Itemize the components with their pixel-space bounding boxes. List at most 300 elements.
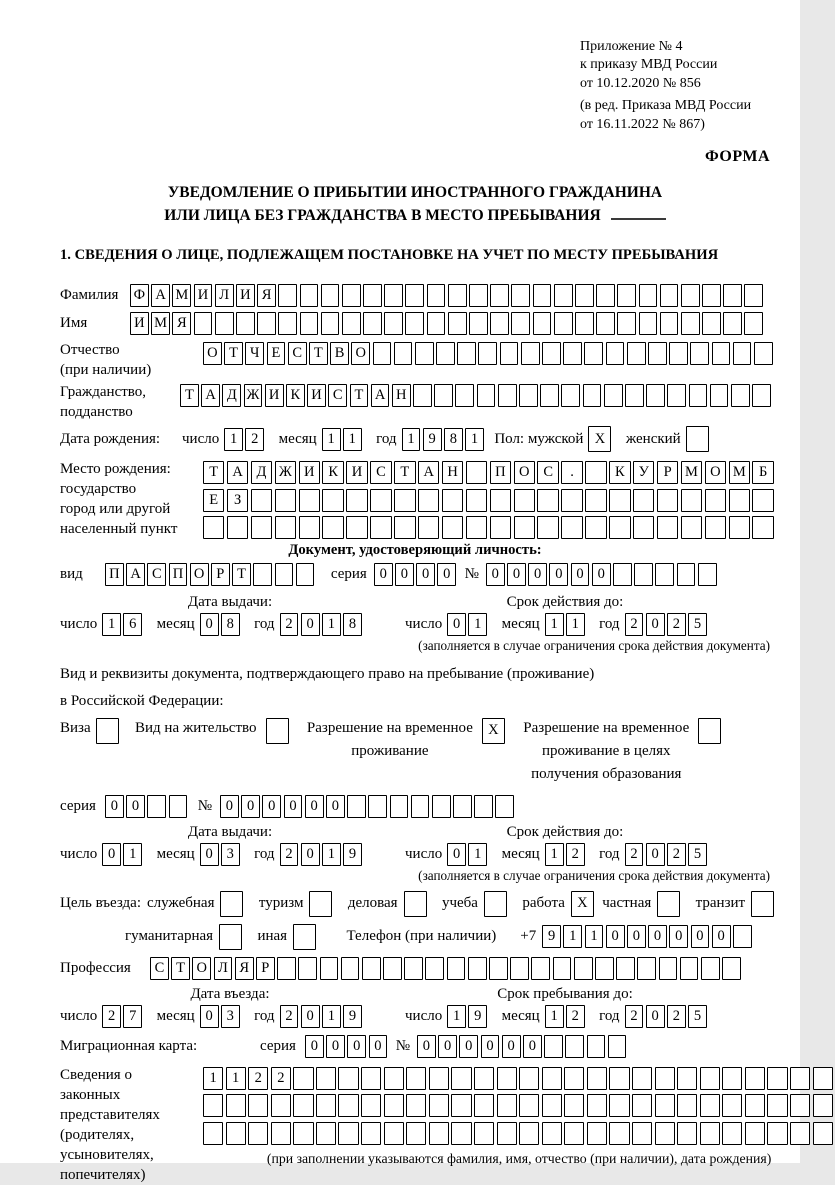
char-box[interactable] (490, 312, 509, 335)
char-box[interactable]: С (288, 342, 307, 365)
char-box[interactable] (347, 795, 366, 818)
char-box[interactable] (639, 312, 658, 335)
char-box[interactable] (293, 1067, 313, 1090)
char-box[interactable]: 1 (322, 613, 341, 636)
char-box[interactable]: 0 (648, 925, 667, 948)
char-box[interactable] (429, 1067, 449, 1090)
checkbox-cell[interactable] (404, 891, 427, 917)
char-box[interactable]: С (147, 563, 166, 586)
char-box[interactable]: 1 (123, 843, 142, 866)
char-box[interactable]: Р (211, 563, 230, 586)
char-box[interactable]: 1 (545, 613, 564, 636)
char-box[interactable] (616, 957, 635, 980)
char-box[interactable] (633, 516, 654, 539)
char-box[interactable] (587, 1035, 606, 1058)
char-box[interactable] (667, 384, 686, 407)
char-box[interactable] (466, 516, 487, 539)
char-box[interactable]: 2 (625, 1005, 644, 1028)
char-box[interactable]: 0 (502, 1035, 521, 1058)
char-box[interactable]: О (705, 461, 726, 484)
char-box[interactable]: 1 (563, 925, 582, 948)
char-box[interactable] (533, 312, 552, 335)
char-box[interactable] (497, 1094, 517, 1117)
char-box[interactable]: 9 (343, 1005, 362, 1028)
checkbox-cell[interactable] (484, 891, 507, 917)
char-box[interactable] (729, 516, 750, 539)
char-box[interactable] (705, 489, 726, 512)
char-box[interactable] (655, 563, 674, 586)
char-box[interactable] (451, 1122, 471, 1145)
char-box[interactable]: 2 (667, 1005, 686, 1028)
char-box[interactable] (767, 1094, 787, 1117)
char-box[interactable] (296, 563, 315, 586)
char-box[interactable] (553, 957, 572, 980)
char-box[interactable] (542, 1122, 562, 1145)
char-box[interactable] (474, 1094, 494, 1117)
char-box[interactable] (689, 384, 708, 407)
char-box[interactable] (609, 1067, 629, 1090)
char-box[interactable] (519, 1067, 539, 1090)
char-box[interactable] (514, 489, 535, 512)
char-box[interactable]: К (322, 461, 343, 484)
char-box[interactable] (561, 489, 582, 512)
char-box[interactable] (587, 1094, 607, 1117)
char-box[interactable]: 0 (417, 1035, 436, 1058)
char-box[interactable] (447, 957, 466, 980)
char-box[interactable]: 1 (468, 843, 487, 866)
char-box[interactable] (519, 1094, 539, 1117)
char-box[interactable] (521, 342, 540, 365)
char-box[interactable] (514, 516, 535, 539)
char-box[interactable] (442, 489, 463, 512)
char-box[interactable] (613, 563, 632, 586)
char-box[interactable]: И (265, 384, 284, 407)
char-box[interactable]: Д (251, 461, 272, 484)
char-box[interactable]: С (537, 461, 558, 484)
char-box[interactable] (702, 284, 721, 307)
char-box[interactable] (203, 516, 224, 539)
char-box[interactable]: 9 (542, 925, 561, 948)
char-box[interactable] (604, 384, 623, 407)
char-box[interactable] (271, 1094, 291, 1117)
char-box[interactable] (752, 489, 773, 512)
char-box[interactable] (519, 384, 538, 407)
char-box[interactable]: 1 (322, 428, 341, 451)
char-box[interactable]: Ф (130, 284, 149, 307)
char-box[interactable] (495, 795, 514, 818)
char-box[interactable] (500, 342, 519, 365)
char-box[interactable] (564, 1067, 584, 1090)
char-box[interactable]: 0 (646, 613, 665, 636)
char-box[interactable] (474, 795, 493, 818)
char-box[interactable]: У (633, 461, 654, 484)
char-box[interactable] (585, 516, 606, 539)
checkbox-cell[interactable] (698, 718, 721, 744)
char-box[interactable] (368, 795, 387, 818)
char-box[interactable] (253, 563, 272, 586)
char-box[interactable] (457, 342, 476, 365)
char-box[interactable]: Е (203, 489, 224, 512)
char-box[interactable]: 0 (549, 563, 568, 586)
char-box[interactable]: 5 (688, 613, 707, 636)
char-box[interactable]: 8 (343, 613, 362, 636)
char-box[interactable] (316, 1122, 336, 1145)
char-box[interactable]: 0 (528, 563, 547, 586)
char-box[interactable] (384, 1122, 404, 1145)
char-box[interactable] (373, 342, 392, 365)
char-box[interactable]: 1 (545, 843, 564, 866)
char-box[interactable] (733, 342, 752, 365)
char-box[interactable]: 2 (667, 843, 686, 866)
char-box[interactable] (299, 489, 320, 512)
char-box[interactable]: 0 (438, 1035, 457, 1058)
char-box[interactable] (745, 1067, 765, 1090)
char-box[interactable]: 2 (566, 843, 585, 866)
char-box[interactable]: М (681, 461, 702, 484)
char-box[interactable]: 2 (280, 843, 299, 866)
char-box[interactable] (609, 516, 630, 539)
checkbox-cell[interactable]: X (482, 718, 505, 744)
char-box[interactable] (384, 284, 403, 307)
char-box[interactable]: М (151, 312, 170, 335)
char-box[interactable] (361, 1094, 381, 1117)
char-box[interactable] (537, 516, 558, 539)
char-box[interactable] (565, 1035, 584, 1058)
char-box[interactable] (731, 384, 750, 407)
char-box[interactable] (455, 384, 474, 407)
char-box[interactable]: 2 (566, 1005, 585, 1028)
char-box[interactable] (754, 342, 773, 365)
char-box[interactable] (767, 1067, 787, 1090)
char-box[interactable] (498, 384, 517, 407)
char-box[interactable]: Л (214, 957, 233, 980)
char-box[interactable] (680, 957, 699, 980)
char-box[interactable] (434, 384, 453, 407)
char-box[interactable]: 0 (326, 795, 345, 818)
char-box[interactable] (442, 516, 463, 539)
char-box[interactable]: Р (657, 461, 678, 484)
char-box[interactable] (275, 516, 296, 539)
char-box[interactable]: 2 (625, 613, 644, 636)
char-box[interactable]: 0 (712, 925, 731, 948)
char-box[interactable] (497, 1067, 517, 1090)
char-box[interactable] (322, 489, 343, 512)
char-box[interactable] (363, 284, 382, 307)
char-box[interactable]: Н (442, 461, 463, 484)
char-box[interactable]: 1 (566, 613, 585, 636)
char-box[interactable] (413, 384, 432, 407)
char-box[interactable] (561, 516, 582, 539)
char-box[interactable] (394, 489, 415, 512)
char-box[interactable]: 1 (343, 428, 362, 451)
char-box[interactable] (418, 516, 439, 539)
char-box[interactable]: И (130, 312, 149, 335)
char-box[interactable] (453, 795, 472, 818)
char-box[interactable]: 2 (271, 1067, 291, 1090)
char-box[interactable]: М (729, 461, 750, 484)
char-box[interactable]: 0 (284, 795, 303, 818)
char-box[interactable] (655, 1067, 675, 1090)
char-box[interactable] (677, 563, 696, 586)
checkbox-cell[interactable]: X (588, 426, 611, 452)
char-box[interactable]: 8 (444, 428, 463, 451)
char-box[interactable]: Я (235, 957, 254, 980)
char-box[interactable] (406, 1122, 426, 1145)
char-box[interactable] (813, 1122, 833, 1145)
char-box[interactable] (669, 342, 688, 365)
checkbox-cell[interactable] (96, 718, 119, 744)
char-box[interactable]: 1 (468, 613, 487, 636)
char-box[interactable] (338, 1094, 358, 1117)
char-box[interactable] (405, 312, 424, 335)
char-box[interactable]: 2 (667, 613, 686, 636)
char-box[interactable] (609, 489, 630, 512)
char-box[interactable] (677, 1094, 697, 1117)
char-box[interactable] (617, 312, 636, 335)
char-box[interactable]: С (150, 957, 169, 980)
char-box[interactable]: 0 (301, 613, 320, 636)
char-box[interactable]: 9 (423, 428, 442, 451)
char-box[interactable]: Т (309, 342, 328, 365)
char-box[interactable] (608, 1035, 627, 1058)
char-box[interactable]: Я (172, 312, 191, 335)
char-box[interactable] (700, 1067, 720, 1090)
char-box[interactable]: 1 (402, 428, 421, 451)
char-box[interactable]: 0 (486, 563, 505, 586)
char-box[interactable] (722, 1094, 742, 1117)
char-box[interactable]: 0 (200, 843, 219, 866)
char-box[interactable]: И (299, 461, 320, 484)
char-box[interactable]: 0 (447, 613, 466, 636)
char-box[interactable] (275, 563, 294, 586)
char-box[interactable]: О (190, 563, 209, 586)
char-box[interactable] (338, 1122, 358, 1145)
char-box[interactable] (744, 284, 763, 307)
checkbox-cell[interactable] (686, 426, 709, 452)
char-box[interactable] (655, 1122, 675, 1145)
char-box[interactable] (321, 312, 340, 335)
char-box[interactable] (745, 1122, 765, 1145)
char-box[interactable] (722, 1122, 742, 1145)
char-box[interactable]: 0 (102, 843, 121, 866)
char-box[interactable] (627, 342, 646, 365)
checkbox-cell[interactable] (266, 718, 289, 744)
char-box[interactable] (790, 1122, 810, 1145)
checkbox-cell[interactable] (751, 891, 774, 917)
char-box[interactable] (411, 795, 430, 818)
char-box[interactable] (681, 516, 702, 539)
char-box[interactable] (277, 957, 296, 980)
char-box[interactable] (203, 1094, 223, 1117)
char-box[interactable]: Е (267, 342, 286, 365)
char-box[interactable]: Д (222, 384, 241, 407)
char-box[interactable] (236, 312, 255, 335)
char-box[interactable]: 2 (102, 1005, 121, 1028)
char-box[interactable]: 0 (523, 1035, 542, 1058)
char-box[interactable]: 0 (347, 1035, 366, 1058)
char-box[interactable]: 0 (220, 795, 239, 818)
char-box[interactable] (660, 284, 679, 307)
char-box[interactable] (429, 1122, 449, 1145)
char-box[interactable] (147, 795, 166, 818)
char-box[interactable]: 8 (221, 613, 240, 636)
char-box[interactable] (418, 489, 439, 512)
checkbox-cell[interactable] (293, 924, 316, 950)
char-box[interactable] (320, 957, 339, 980)
char-box[interactable]: 1 (203, 1067, 223, 1090)
checkbox-cell[interactable] (219, 924, 242, 950)
char-box[interactable]: С (370, 461, 391, 484)
char-box[interactable] (637, 957, 656, 980)
char-box[interactable] (554, 284, 573, 307)
char-box[interactable]: 1 (585, 925, 604, 948)
char-box[interactable] (609, 1122, 629, 1145)
char-box[interactable] (384, 1067, 404, 1090)
char-box[interactable]: 0 (326, 1035, 345, 1058)
char-box[interactable]: 5 (688, 843, 707, 866)
char-box[interactable] (362, 957, 381, 980)
char-box[interactable] (634, 563, 653, 586)
char-box[interactable] (390, 795, 409, 818)
char-box[interactable]: 2 (280, 1005, 299, 1028)
char-box[interactable] (677, 1122, 697, 1145)
char-box[interactable]: 0 (241, 795, 260, 818)
char-box[interactable] (537, 489, 558, 512)
char-box[interactable] (583, 384, 602, 407)
char-box[interactable] (633, 489, 654, 512)
char-box[interactable] (194, 312, 213, 335)
char-box[interactable] (519, 1122, 539, 1145)
char-box[interactable] (587, 1122, 607, 1145)
char-box[interactable] (723, 312, 742, 335)
char-box[interactable]: П (490, 461, 511, 484)
char-box[interactable] (542, 342, 561, 365)
char-box[interactable] (655, 1094, 675, 1117)
char-box[interactable]: 0 (437, 563, 456, 586)
char-box[interactable] (489, 957, 508, 980)
char-box[interactable] (478, 342, 497, 365)
char-box[interactable]: З (227, 489, 248, 512)
char-box[interactable] (681, 489, 702, 512)
char-box[interactable] (723, 284, 742, 307)
char-box[interactable] (587, 1067, 607, 1090)
char-box[interactable] (429, 1094, 449, 1117)
char-box[interactable] (271, 1122, 291, 1145)
char-box[interactable]: 1 (465, 428, 484, 451)
char-box[interactable]: Т (350, 384, 369, 407)
char-box[interactable]: Б (752, 461, 773, 484)
char-box[interactable] (469, 312, 488, 335)
char-box[interactable] (451, 1094, 471, 1117)
char-box[interactable] (361, 1067, 381, 1090)
char-box[interactable]: 0 (627, 925, 646, 948)
char-box[interactable]: Т (232, 563, 251, 586)
char-box[interactable]: 0 (305, 795, 324, 818)
char-box[interactable] (227, 516, 248, 539)
char-box[interactable]: 2 (280, 613, 299, 636)
char-box[interactable] (632, 1067, 652, 1090)
char-box[interactable] (384, 312, 403, 335)
char-box[interactable] (533, 284, 552, 307)
char-box[interactable] (226, 1122, 246, 1145)
char-box[interactable]: 0 (105, 795, 124, 818)
char-box[interactable] (813, 1067, 833, 1090)
char-box[interactable] (383, 957, 402, 980)
char-box[interactable] (609, 1094, 629, 1117)
char-box[interactable]: Т (224, 342, 243, 365)
char-box[interactable]: 5 (688, 1005, 707, 1028)
char-box[interactable] (415, 342, 434, 365)
char-box[interactable]: 0 (200, 1005, 219, 1028)
char-box[interactable]: 0 (606, 925, 625, 948)
char-box[interactable]: 0 (395, 563, 414, 586)
char-box[interactable]: 1 (102, 613, 121, 636)
char-box[interactable] (251, 516, 272, 539)
checkbox-cell[interactable] (309, 891, 332, 917)
char-box[interactable]: Л (215, 284, 234, 307)
char-box[interactable] (625, 384, 644, 407)
char-box[interactable]: П (169, 563, 188, 586)
char-box[interactable] (436, 342, 455, 365)
char-box[interactable] (700, 1122, 720, 1145)
char-box[interactable] (744, 312, 763, 335)
char-box[interactable] (293, 1094, 313, 1117)
char-box[interactable] (404, 957, 423, 980)
char-box[interactable] (474, 1122, 494, 1145)
char-box[interactable]: 9 (468, 1005, 487, 1028)
char-box[interactable] (466, 489, 487, 512)
char-box[interactable] (384, 1094, 404, 1117)
char-box[interactable] (595, 957, 614, 980)
char-box[interactable]: Т (203, 461, 224, 484)
char-box[interactable] (722, 957, 741, 980)
char-box[interactable]: 0 (200, 613, 219, 636)
char-box[interactable] (448, 284, 467, 307)
char-box[interactable] (681, 312, 700, 335)
char-box[interactable] (466, 461, 487, 484)
char-box[interactable] (561, 384, 580, 407)
char-box[interactable] (585, 461, 606, 484)
char-box[interactable]: 0 (369, 1035, 388, 1058)
char-box[interactable]: Н (392, 384, 411, 407)
char-box[interactable] (248, 1094, 268, 1117)
char-box[interactable] (606, 342, 625, 365)
char-box[interactable]: 3 (221, 1005, 240, 1028)
char-box[interactable]: 0 (447, 843, 466, 866)
char-box[interactable] (681, 284, 700, 307)
char-box[interactable] (542, 1094, 562, 1117)
char-box[interactable]: 0 (691, 925, 710, 948)
char-box[interactable]: О (351, 342, 370, 365)
char-box[interactable] (752, 384, 771, 407)
char-box[interactable]: 0 (305, 1035, 324, 1058)
char-box[interactable] (511, 312, 530, 335)
char-box[interactable]: К (609, 461, 630, 484)
char-box[interactable] (405, 284, 424, 307)
char-box[interactable]: 0 (669, 925, 688, 948)
char-box[interactable] (278, 284, 297, 307)
char-box[interactable] (540, 384, 559, 407)
char-box[interactable] (251, 489, 272, 512)
char-box[interactable] (370, 516, 391, 539)
char-box[interactable] (342, 284, 361, 307)
char-box[interactable] (646, 384, 665, 407)
char-box[interactable] (451, 1067, 471, 1090)
char-box[interactable] (490, 284, 509, 307)
char-box[interactable] (342, 312, 361, 335)
char-box[interactable]: А (418, 461, 439, 484)
char-box[interactable] (554, 312, 573, 335)
